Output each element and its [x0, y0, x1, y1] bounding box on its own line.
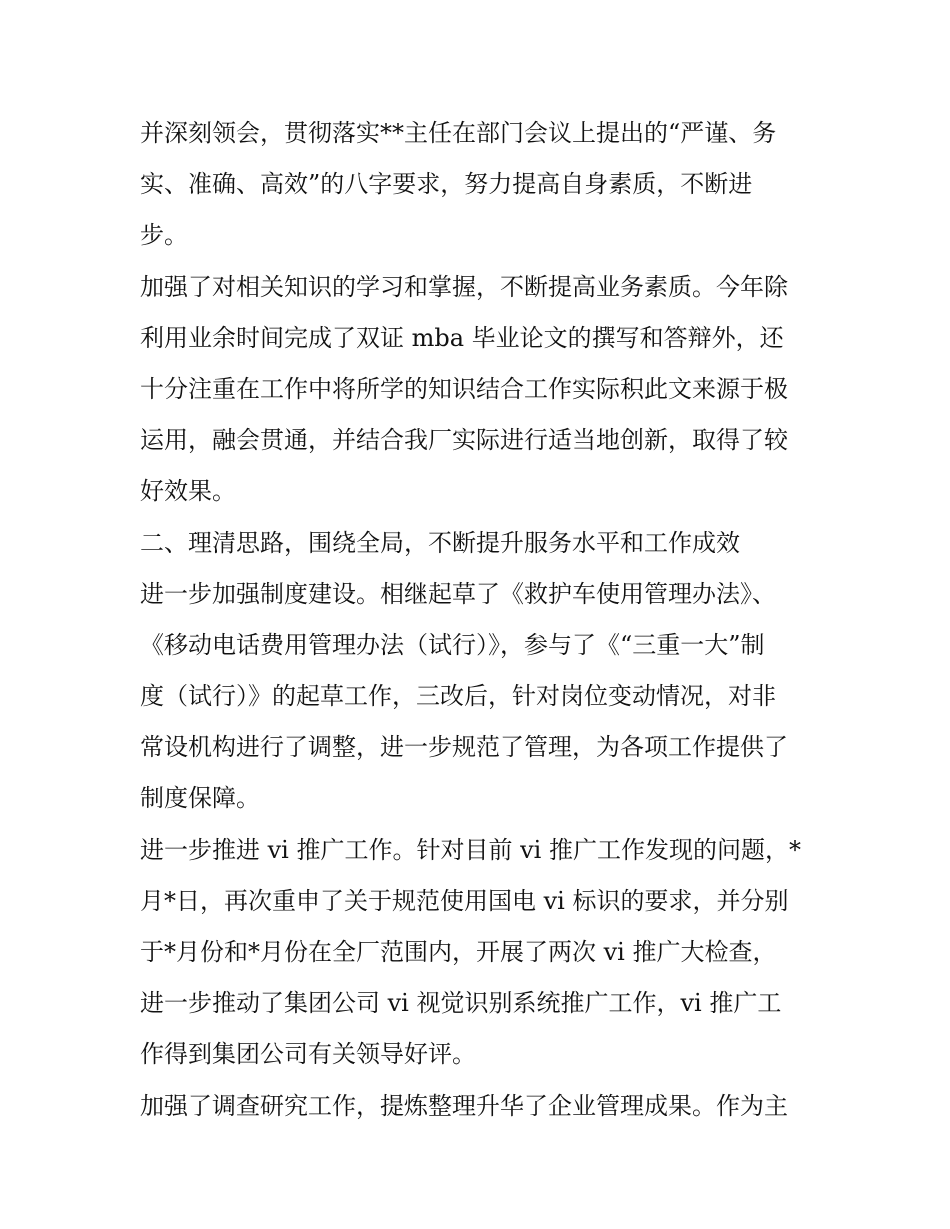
text-line: 常设机构进行了调整，进一步规范了管理，为各项工作提供了 — [140, 733, 788, 762]
text-line: 于*月份和*月份在全厂范围内，开展了两次 vi 推广大检查， — [140, 938, 777, 966]
text-line: 月*日，再次重申了关于规范使用国电 vi 标识的要求，并分别 — [140, 886, 789, 915]
text-line: 度（试行）》的起草工作，三改后，针对岗位变动情况，对非 — [140, 682, 776, 711]
text-line: 加强了调查研究工作，提炼整理升华了企业管理成果。作为主 — [140, 1091, 788, 1120]
text-line: 《移动电话费用管理办法（试行）》，参与了《“三重一大”制 — [140, 630, 765, 659]
text-line: 好效果。 — [140, 477, 236, 506]
text-line: 运用，融会贯通，并结合我厂实际进行适当地创新，取得了较 — [140, 426, 788, 455]
text-line: 作得到集团公司有关领导好评。 — [140, 1040, 476, 1069]
text-line: 利用业余时间完成了双证 mba 毕业论文的撰写和答辩外，还 — [140, 323, 784, 352]
text-line: 实、准确、高效”的八字要求，努力提高自身素质，不断进 — [140, 170, 753, 199]
document-body — [140, 108, 820, 1132]
section-heading: 二、理清思路，围绕全局，不断提升服务水平和工作成效 — [140, 528, 740, 557]
text-line: 进一步加强制度建设。相继起草了《救护车使用管理办法》、 — [140, 579, 776, 608]
text-line: 进一步推进 vi 推广工作。针对目前 vi 推广工作发现的问题，* — [140, 835, 801, 864]
text-line: 加强了对相关知识的学习和掌握，不断提高业务素质。今年除 — [140, 272, 788, 301]
text-line: 制度保障。 — [140, 784, 260, 813]
text-line: 进一步推动了集团公司 vi 视觉识别系统推广工作，vi 推广工 — [140, 989, 782, 1018]
text-line: 步。 — [140, 221, 188, 250]
text-line: 并深刻领会，贯彻落实**主任在部门会议上提出的“严谨、务 — [140, 119, 777, 147]
text-line: 十分注重在工作中将所学的知识结合工作实际积此文来源于极 — [140, 374, 788, 403]
